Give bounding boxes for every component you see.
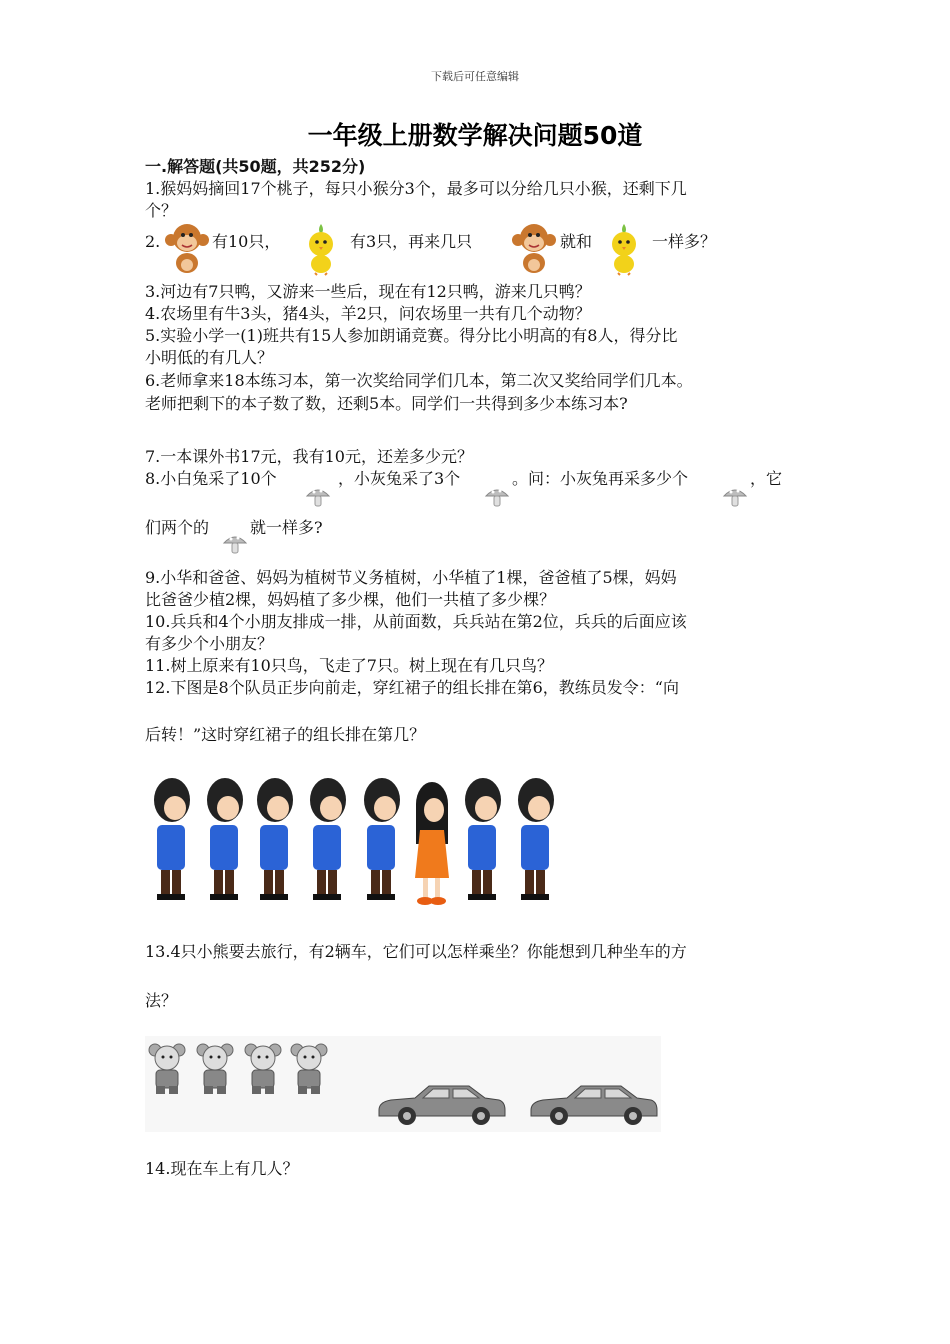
boy-icon — [310, 778, 346, 900]
chick-icon — [606, 222, 642, 276]
question-1-line-1: 1.猴妈妈摘回17个桃子，每只小猴分3个，最多可以分给几只小猴，还剩下几 — [145, 179, 687, 198]
boy-icon — [257, 778, 293, 900]
question-2-text-d: 一样多？ — [652, 232, 717, 251]
mushroom-icon — [722, 484, 748, 510]
question-10-line-1: 10.兵兵和4个小朋友排成一排，从前面数，兵兵站在第2位，兵兵的后面应该 — [145, 612, 687, 631]
question-8-text-e: 们两个的 — [145, 518, 210, 537]
boy-icon — [465, 778, 501, 900]
children-line-figure — [145, 770, 565, 915]
question-8-text-a: 8.小白兔采了10个 — [145, 469, 277, 488]
question-13-line-1: 13.4只小熊要去旅行，有2辆车，它们可以怎样乘坐？你能想到几种坐车的方 — [145, 942, 687, 961]
question-14: 14.现在车上有几人？ — [145, 1159, 299, 1178]
boy-icon — [518, 778, 554, 900]
question-2-text-a: 有10只， — [212, 232, 281, 251]
question-2-number: 2. — [145, 232, 161, 251]
question-12-line-2: 后转！”这时穿红裙子的组长排在第几？ — [145, 725, 426, 744]
boy-icon — [207, 778, 243, 900]
question-13-line-2: 法？ — [145, 991, 178, 1010]
question-9-line-2: 比爸爸少植2棵，妈妈植了多少棵，他们一共植了多少棵？ — [145, 590, 556, 609]
question-2-text-b: 有3只，再来几只 — [350, 232, 473, 251]
question-12-line-1: 12.下图是8个队员正步向前走，穿红裙子的组长排在第6，教练员发令：“向 — [145, 678, 679, 697]
question-10-line-2: 有多少个小朋友？ — [145, 634, 274, 653]
page-header: 下载后可任意编辑 — [431, 70, 519, 83]
page-title: 一年级上册数学解决问题50道 — [307, 121, 643, 150]
boy-icon — [154, 778, 190, 900]
question-6-line-2: 老师把剩下的本子数了数，还剩5本。同学们一共得到多少本练习本? — [145, 394, 628, 413]
question-1-line-2: 个？ — [145, 201, 178, 220]
mushroom-icon — [222, 531, 248, 557]
question-8-text-c: 。问：小灰兔再采多少个 — [512, 469, 689, 488]
monkey-icon — [163, 220, 211, 276]
question-3: 3.河边有7只鸭，又游来一些后，现在有12只鸭，游来几只鸭？ — [145, 282, 591, 301]
monkey-icon — [510, 220, 558, 276]
chick-icon — [303, 222, 339, 276]
section-heading: 一.解答题(共50题，共252分) — [145, 157, 366, 176]
question-11: 11.树上原来有10只鸟，飞走了7只。树上现在有几只鸟？ — [145, 656, 553, 675]
question-2-text-c: 就和 — [560, 232, 593, 251]
question-8-text-b: ，小灰兔采了3个 — [338, 469, 461, 488]
question-8-text-d: ，它 — [750, 469, 783, 488]
girl-icon — [415, 782, 449, 905]
question-5-line-2: 小明低的有几人？ — [145, 348, 274, 367]
question-4: 4.农场里有牛3头，猪4头，羊2只，问农场里一共有几个动物？ — [145, 304, 591, 323]
question-7: 7.一本课外书17元，我有10元，还差多少元？ — [145, 447, 473, 466]
question-8-text-f: 就一样多? — [250, 518, 323, 537]
bears-cars-figure — [145, 1036, 661, 1132]
question-6-line-1: 6.老师拿来18本练习本，第一次奖给同学们几本，第二次又奖给同学们几本。 — [145, 371, 693, 390]
question-9-line-1: 9.小华和爸爸、妈妈为植树节义务植树，小华植了1棵，爸爸植了5棵，妈妈 — [145, 568, 677, 587]
mushroom-icon — [484, 484, 510, 510]
mushroom-icon — [305, 484, 331, 510]
question-5-line-1: 5.实验小学一(1)班共有15人参加朗诵竞赛。得分比小明高的有8人，得分比 — [145, 326, 678, 345]
boy-icon — [364, 778, 400, 900]
